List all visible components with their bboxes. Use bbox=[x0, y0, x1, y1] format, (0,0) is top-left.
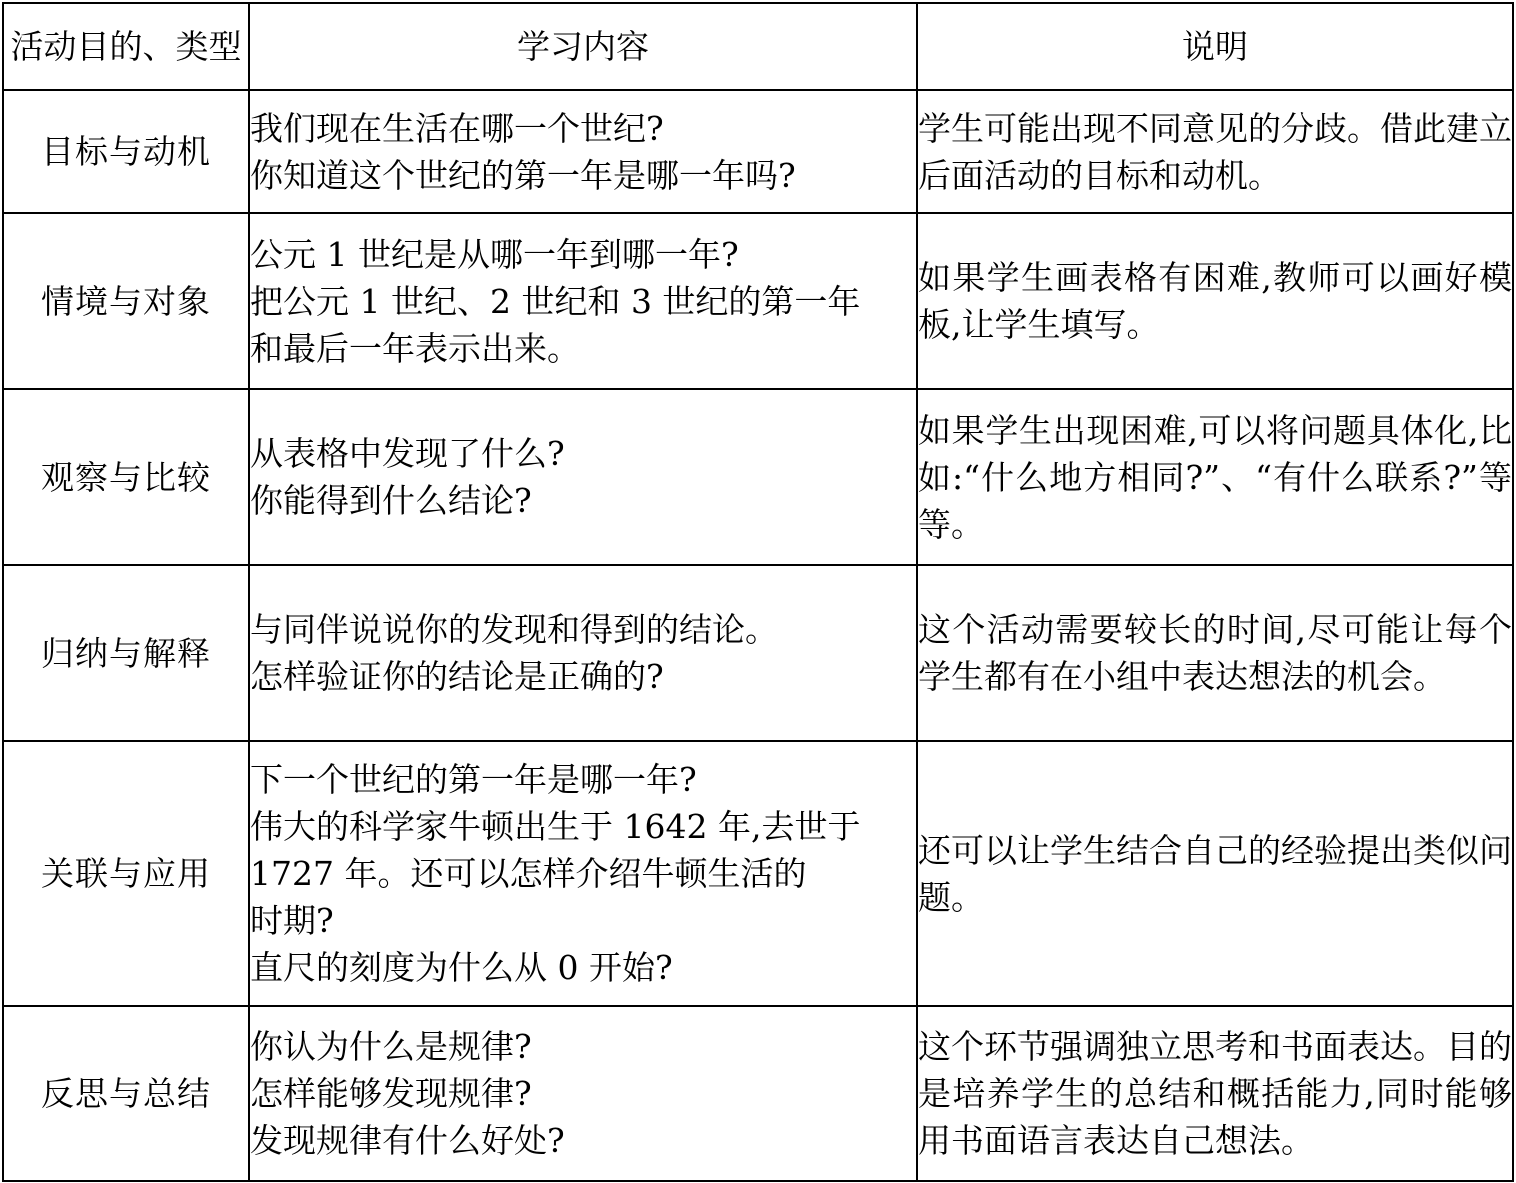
type-cell: 情境与对象 bbox=[3, 213, 249, 389]
content-cell bbox=[249, 565, 917, 741]
content-line: 伟大的科学家牛顿出生于 1642 年,去世于 bbox=[250, 807, 861, 846]
header-note: 说明 bbox=[917, 3, 1513, 90]
note-cell bbox=[917, 389, 1513, 565]
content-cell bbox=[249, 213, 917, 389]
type-cell: 关联与应用 bbox=[3, 741, 249, 1006]
note-text: 如果学生出现困难,可以将问题具体化,比如:“什么地方相同?”、“有什么联系?”等等。 bbox=[918, 410, 1512, 544]
note-text: 这个环节强调独立思考和书面表达。目的是培养学生的总结和概括能力,同时能够用书面语言表达自己想法。 bbox=[918, 1027, 1512, 1160]
content-line: 1727 年。还可以怎样介绍牛顿生活的 bbox=[250, 854, 807, 893]
table-row bbox=[3, 1006, 1513, 1181]
note-cell bbox=[917, 90, 1513, 213]
content-line: 与同伴说说你的发现和得到的结论。 bbox=[250, 610, 778, 649]
content-cell bbox=[249, 741, 917, 1006]
table-header-row bbox=[3, 3, 1513, 90]
note-text: 这个活动需要较长的时间,尽可能让每个学生都有在小组中表达想法的机会。 bbox=[918, 610, 1512, 696]
table-row bbox=[3, 213, 1513, 389]
content-line: 你知道这个世纪的第一年是哪一年吗? bbox=[250, 155, 796, 195]
type-cell: 反思与总结 bbox=[3, 1006, 249, 1181]
table-row bbox=[3, 741, 1513, 1006]
content-cell bbox=[249, 90, 917, 213]
content-line: 把公元 1 世纪、2 世纪和 3 世纪的第一年 bbox=[250, 281, 861, 321]
activity-table bbox=[2, 2, 1514, 1182]
content-line: 怎样验证你的结论是正确的? bbox=[250, 657, 664, 696]
table-row bbox=[3, 389, 1513, 565]
content-line: 发现规律有什么好处? bbox=[250, 1121, 565, 1160]
content-line: 你认为什么是规律? bbox=[250, 1027, 532, 1066]
header-type: 活动目的、类型 bbox=[3, 3, 249, 90]
note-cell bbox=[917, 741, 1513, 1006]
type-cell: 目标与动机 bbox=[3, 90, 249, 213]
content-line: 和最后一年表示出来。 bbox=[250, 328, 580, 368]
table-row bbox=[3, 565, 1513, 741]
content-line: 从表格中发现了什么? bbox=[250, 434, 565, 473]
content-line: 时期? bbox=[250, 901, 334, 940]
table-row bbox=[3, 90, 1513, 213]
type-cell: 观察与比较 bbox=[3, 389, 249, 565]
note-text: 如果学生画表格有困难,教师可以画好模板,让学生填写。 bbox=[918, 258, 1512, 344]
type-cell: 归纳与解释 bbox=[3, 565, 249, 741]
content-line: 怎样能够发现规律? bbox=[250, 1074, 532, 1113]
content-cell bbox=[249, 1006, 917, 1181]
content-line: 直尺的刻度为什么从 0 开始? bbox=[250, 948, 673, 987]
content-cell bbox=[249, 389, 917, 565]
note-cell bbox=[917, 565, 1513, 741]
content-line: 你能得到什么结论? bbox=[250, 481, 532, 520]
note-cell bbox=[917, 1006, 1513, 1181]
note-text: 还可以让学生结合自己的经验提出类似问题。 bbox=[918, 830, 1512, 917]
note-text: 学生可能出现不同意见的分歧。借此建立后面活动的目标和动机。 bbox=[918, 108, 1512, 195]
content-line: 公元 1 世纪是从哪一年到哪一年? bbox=[250, 234, 739, 274]
content-line: 我们现在生活在哪一个世纪? bbox=[250, 108, 664, 148]
content-line: 下一个世纪的第一年是哪一年? bbox=[250, 760, 697, 799]
note-cell bbox=[917, 213, 1513, 389]
header-content: 学习内容 bbox=[249, 3, 917, 90]
